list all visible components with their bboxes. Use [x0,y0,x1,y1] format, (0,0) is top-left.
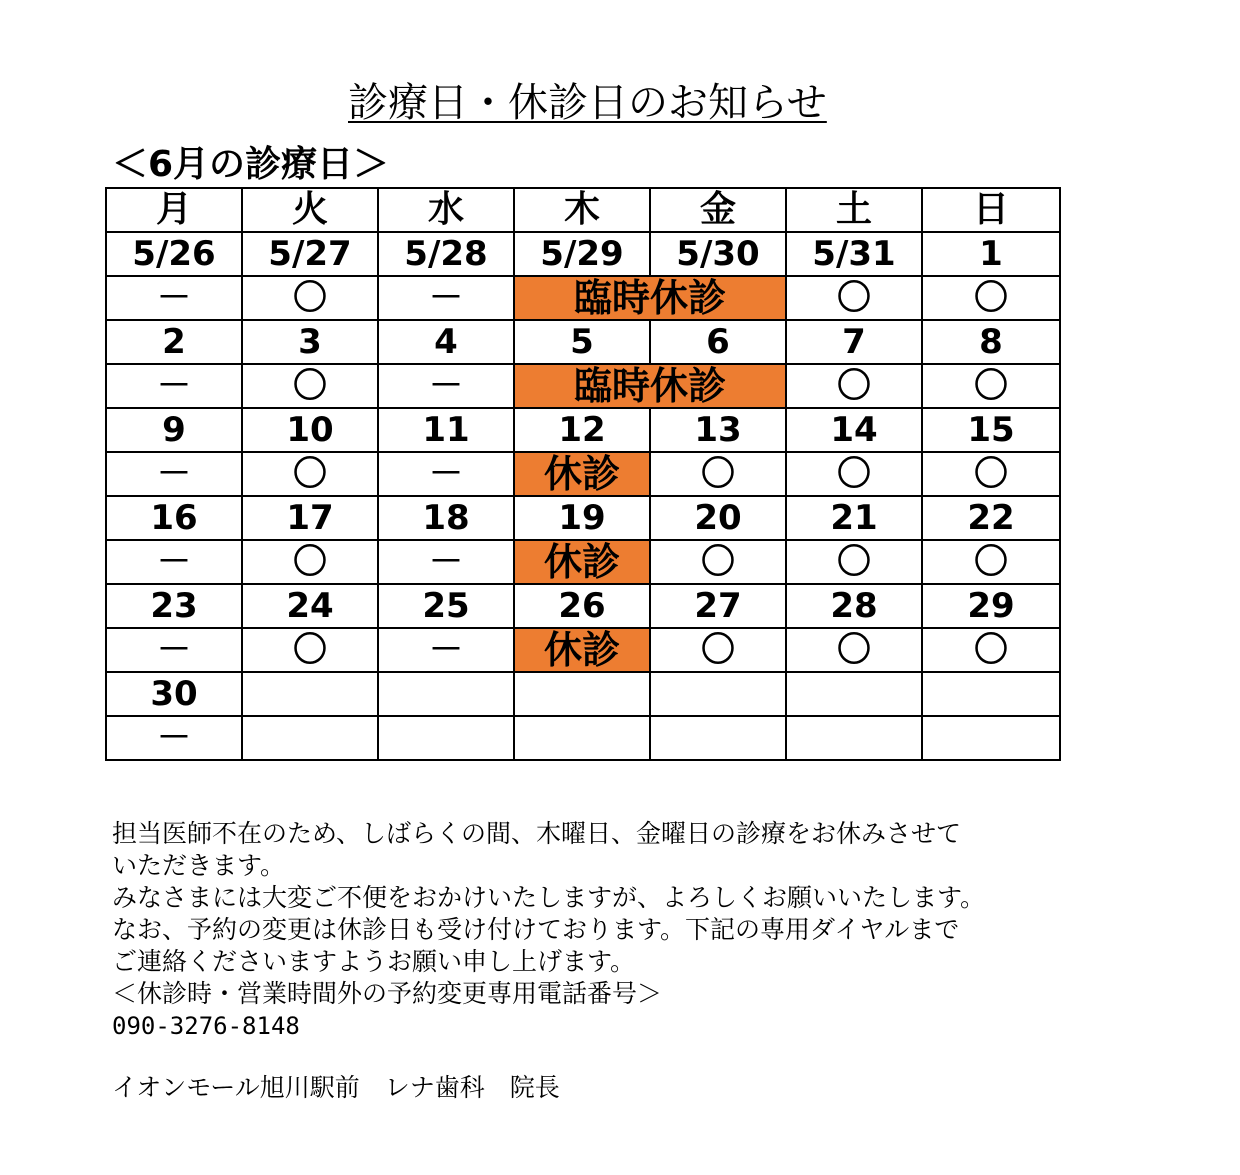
status-cell: 〇 [786,540,922,584]
date-cell: 25 [378,584,514,628]
date-cell: 30 [106,672,242,716]
date-cell: 14 [786,408,922,452]
date-cell: 17 [242,496,378,540]
date-cell: 26 [514,584,650,628]
status-cell: － [378,628,514,672]
date-cell: 16 [106,496,242,540]
status-cell: － [106,452,242,496]
date-cell [922,672,1060,716]
date-cell: 5/28 [378,232,514,276]
date-cell: 5 [514,320,650,364]
date-cell: 5/26 [106,232,242,276]
status-cell: 〇 [922,540,1060,584]
date-cell: 28 [786,584,922,628]
notice-line: みなさまには大変ご不便をおかけいたしますが、よろしくお願いいたします。 [112,883,986,912]
date-cell: 27 [650,584,786,628]
date-cell: 1 [922,232,1060,276]
status-cell [514,716,650,760]
date-cell: 2 [106,320,242,364]
status-cell [242,716,378,760]
notice-line: なお、予約の変更は休診日も受け付けております。下記の専用ダイヤルまで [112,915,960,944]
status-cell: 〇 [242,628,378,672]
status-cell: 〇 [786,364,922,408]
status-cell: 〇 [242,364,378,408]
status-row [106,628,1060,672]
date-cell: 10 [242,408,378,452]
date-cell: 21 [786,496,922,540]
notice-line: 担当医師不在のため、しばらくの間、木曜日、金曜日の診療をお休みさせて [112,819,962,848]
status-row [106,364,1060,408]
status-cell: 〇 [786,452,922,496]
status-cell: － [106,276,242,320]
date-cell: 12 [514,408,650,452]
date-cell: 15 [922,408,1060,452]
date-cell: 20 [650,496,786,540]
status-row [106,276,1060,320]
status-cell: － [378,540,514,584]
date-cell: 3 [242,320,378,364]
status-cell: 〇 [786,628,922,672]
status-row [106,716,1060,760]
date-cell [786,672,922,716]
clinic-signature: イオンモール旭川駅前 レナ歯科 院長 [112,1073,560,1102]
phone-number: 090-3276-8148 [112,1012,300,1040]
status-cell: 〇 [922,364,1060,408]
status-cell: － [106,540,242,584]
date-cell: 5/31 [786,232,922,276]
status-cell: － [106,364,242,408]
weekday-header: 金 [650,188,786,232]
date-row [106,496,1060,540]
date-cell: 5/27 [242,232,378,276]
date-cell [650,672,786,716]
status-cell: 〇 [922,628,1060,672]
notice-line: ご連絡くださいますようお願い申し上げます。 [112,947,636,976]
weekday-header: 月 [106,188,242,232]
date-cell: 29 [922,584,1060,628]
schedule-calendar [105,187,1061,761]
status-cell: 〇 [786,276,922,320]
date-row [106,408,1060,452]
date-cell: 9 [106,408,242,452]
status-row [106,540,1060,584]
date-row [106,232,1060,276]
notice-line: ＜休診時・営業時間外の予約変更専用電話番号＞ [112,979,663,1008]
weekday-header-row [106,188,1060,232]
section-title: ＜6月の診療日＞ [112,144,390,185]
notice-line: いただきます。 [112,851,286,880]
status-cell: 〇 [242,540,378,584]
status-cell: 〇 [922,452,1060,496]
date-cell: 22 [922,496,1060,540]
weekday-header: 水 [378,188,514,232]
status-cell: － [378,452,514,496]
status-cell [650,716,786,760]
weekday-header: 火 [242,188,378,232]
status-cell: 〇 [650,452,786,496]
status-row [106,452,1060,496]
weekday-header: 日 [922,188,1060,232]
status-cell: 〇 [650,540,786,584]
date-cell: 5/29 [514,232,650,276]
status-cell: 〇 [242,276,378,320]
status-cell: 〇 [242,452,378,496]
date-row [106,672,1060,716]
weekday-header: 土 [786,188,922,232]
date-row [106,320,1060,364]
status-cell [922,716,1060,760]
date-cell: 13 [650,408,786,452]
status-cell: － [106,628,242,672]
page-title: 診療日・休診日のお知らせ [348,80,827,126]
closed-cell: 休診 [514,452,650,496]
date-cell [378,672,514,716]
date-cell: 19 [514,496,650,540]
notice-text [112,818,1112,1042]
status-cell: － [106,716,242,760]
date-cell [242,672,378,716]
closed-cell: 臨時休診 [514,276,786,320]
date-cell: 6 [650,320,786,364]
closed-cell: 臨時休診 [514,364,786,408]
status-cell [378,716,514,760]
status-cell [786,716,922,760]
weekday-header: 木 [514,188,650,232]
date-cell: 4 [378,320,514,364]
date-cell: 23 [106,584,242,628]
closed-cell: 休診 [514,628,650,672]
date-cell: 8 [922,320,1060,364]
closed-cell: 休診 [514,540,650,584]
status-cell: － [378,364,514,408]
status-cell: 〇 [650,628,786,672]
date-cell: 24 [242,584,378,628]
date-row [106,584,1060,628]
status-cell: 〇 [922,276,1060,320]
date-cell: 7 [786,320,922,364]
date-cell: 5/30 [650,232,786,276]
status-cell: － [378,276,514,320]
date-cell: 18 [378,496,514,540]
date-cell: 11 [378,408,514,452]
date-cell [514,672,650,716]
